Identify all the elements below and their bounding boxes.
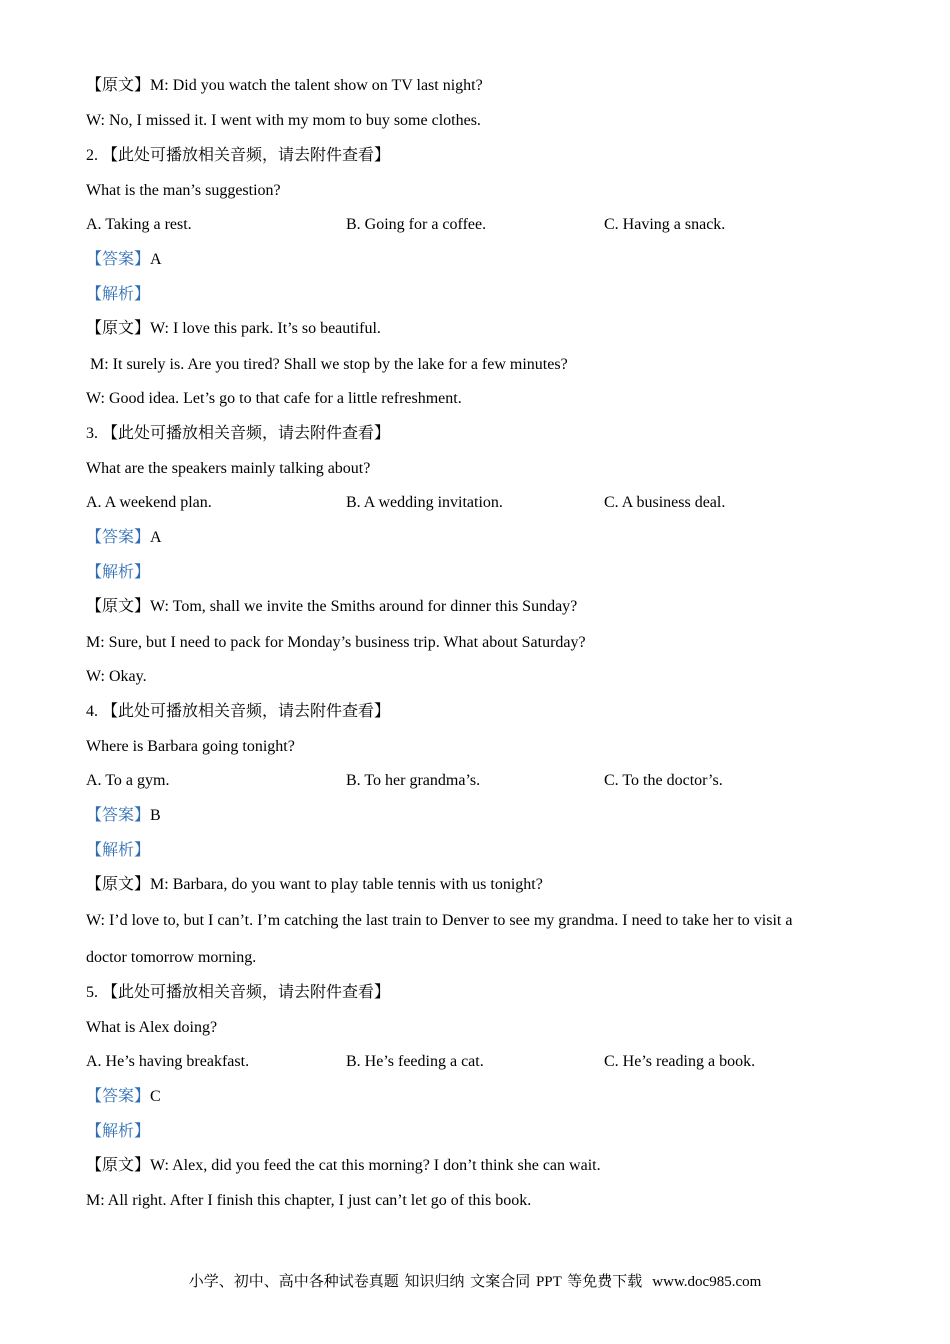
answer-label: 【答案】 bbox=[86, 807, 151, 824]
script-label: 【原文】 bbox=[86, 1157, 151, 1174]
footer-site-link[interactable]: www.doc985.com bbox=[652, 1274, 762, 1290]
answer-line bbox=[86, 806, 161, 826]
option-c: C. He’s reading a book. bbox=[604, 1053, 756, 1070]
option-b: B. To her grandma’s. bbox=[346, 772, 481, 789]
analysis-label: 【解析】 bbox=[86, 564, 151, 581]
analysis-label: 【解析】 bbox=[86, 286, 151, 303]
option-b: B. Going for a coffee. bbox=[346, 216, 487, 233]
script-line: M: It surely is. Are you tired? Shall we stop by the lake for a few minutes? bbox=[86, 356, 568, 373]
script-label: 【原文】 bbox=[86, 876, 151, 893]
script-line: W: I’d love to, but I can’t. I’m catching the last train to Denver to see my grandma. I need to take her to visit a bbox=[86, 912, 793, 929]
question-prompt: Where is Barbara going tonight? bbox=[86, 738, 295, 755]
option-b: B. A wedding invitation. bbox=[346, 494, 503, 511]
option-c: C. A business deal. bbox=[604, 494, 726, 511]
page-footer bbox=[0, 1270, 950, 1291]
audio-placeholder: 【此处可播放相关音频，请去附件查看】 bbox=[102, 147, 391, 164]
script-line: 【原文】M: Barbara, do you want to play table tennis with us tonight? bbox=[86, 876, 543, 893]
script-line: doctor tomorrow morning. bbox=[86, 949, 257, 966]
answer-value: A bbox=[150, 529, 162, 546]
script-line: W: Okay. bbox=[86, 668, 147, 685]
question-prompt: What are the speakers mainly talking about? bbox=[86, 460, 371, 477]
script-line: W: No, I missed it. I went with my mom to buy some clothes. bbox=[86, 112, 481, 129]
answer-value: A bbox=[150, 251, 162, 268]
script-line: 【原文】W: Tom, shall we invite the Smiths around for dinner this Sunday? bbox=[86, 598, 578, 615]
question-header: 5. 【此处可播放相关音频，请去附件查看】 bbox=[86, 984, 391, 1001]
analysis-label: 【解析】 bbox=[86, 842, 151, 859]
answer-label: 【答案】 bbox=[86, 251, 151, 268]
option-b: B. He’s feeding a cat. bbox=[346, 1053, 484, 1070]
answer-label: 【答案】 bbox=[86, 529, 151, 546]
answer-value: B bbox=[150, 807, 161, 824]
script-line: M: Sure, but I need to pack for Monday’s business trip. What about Saturday? bbox=[86, 634, 586, 651]
answer-line bbox=[86, 528, 162, 548]
script-line: M: All right. After I finish this chapter, I just can’t let go of this book. bbox=[86, 1192, 532, 1209]
audio-placeholder: 【此处可播放相关音频，请去附件查看】 bbox=[102, 425, 391, 442]
script-line: 【原文】W: Alex, did you feed the cat this morning? I don’t think she can wait. bbox=[86, 1157, 601, 1174]
question-prompt: What is the man’s suggestion? bbox=[86, 182, 281, 199]
script-label: 【原文】 bbox=[86, 77, 151, 94]
script-line: 【原文】M: Did you watch the talent show on TV last night? bbox=[86, 77, 483, 94]
audio-placeholder: 【此处可播放相关音频，请去附件查看】 bbox=[102, 703, 391, 720]
answer-label: 【答案】 bbox=[86, 1088, 151, 1105]
analysis-label: 【解析】 bbox=[86, 1123, 151, 1140]
question-header: 3. 【此处可播放相关音频，请去附件查看】 bbox=[86, 425, 391, 442]
question-header: 4. 【此处可播放相关音频，请去附件查看】 bbox=[86, 703, 391, 720]
option-c: C. To the doctor’s. bbox=[604, 772, 723, 789]
option-a: A. Taking a rest. bbox=[86, 216, 192, 233]
option-a: A. He’s having breakfast. bbox=[86, 1053, 250, 1070]
audio-placeholder: 【此处可播放相关音频，请去附件查看】 bbox=[102, 984, 391, 1001]
option-c: C. Having a snack. bbox=[604, 216, 726, 233]
script-line: 【原文】W: I love this park. It’s so beautiful. bbox=[86, 320, 381, 337]
answer-line bbox=[86, 1087, 161, 1107]
option-a: A. A weekend plan. bbox=[86, 494, 212, 511]
question-prompt: What is Alex doing? bbox=[86, 1019, 218, 1036]
question-header: 2. 【此处可播放相关音频，请去附件查看】 bbox=[86, 147, 391, 164]
answer-line bbox=[86, 250, 162, 270]
footer-text: 小学、初中、高中各种试卷真题 知识归纳 文案合同 PPT 等免费下载 bbox=[188, 1274, 643, 1290]
script-label: 【原文】 bbox=[86, 598, 151, 615]
script-label: 【原文】 bbox=[86, 320, 151, 337]
option-a: A. To a gym. bbox=[86, 772, 170, 789]
script-line: W: Good idea. Let’s go to that cafe for a little refreshment. bbox=[86, 390, 462, 407]
answer-value: C bbox=[150, 1088, 161, 1105]
